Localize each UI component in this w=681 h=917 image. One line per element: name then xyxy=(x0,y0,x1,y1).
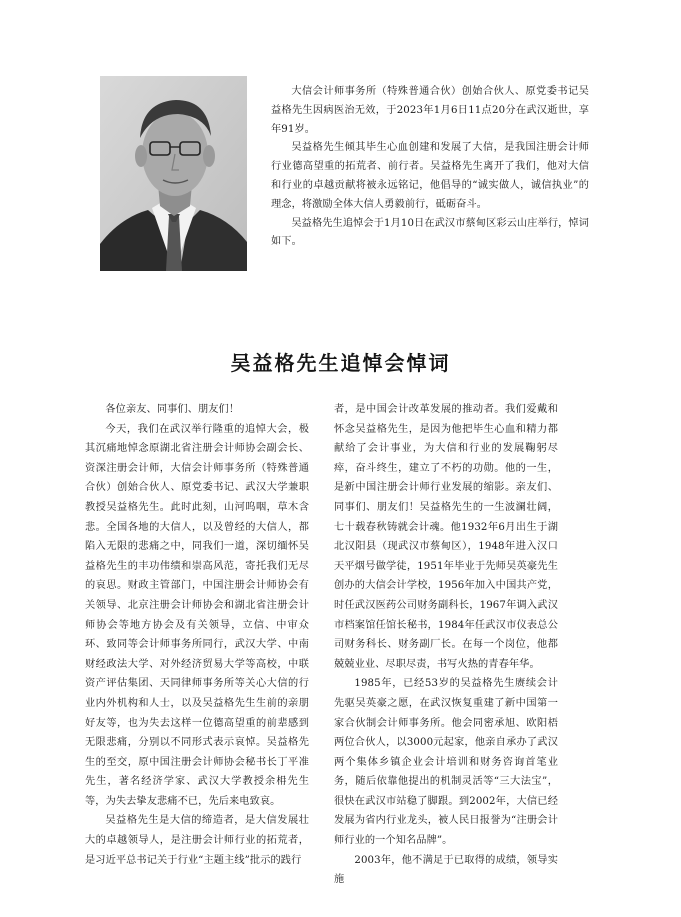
body-paragraph: 各位亲友、同事们、朋友们！ xyxy=(105,404,240,415)
intro-paragraph: 吴益格先生倾其毕生心血创建和发展了大信，是我国注册会计师行业德高望重的拓荒者、前行者。吴益格先生离开了我们，他对大信和行业的卓越贡献将被永远铭记，他倡导的“诚实做人，诚信执业”的理念，将激励全体大信人勇毅前行，砥砺奋斗。 xyxy=(271,142,589,210)
body-paragraph: 今天，我们在武汉举行隆重的追悼大会，极其沉痛地悼念原湖北省注册会计师协会副会长、资深注册会计师，大信会计师事务所（特殊普通合伙）创始合伙人、原党委书记、武汉大学兼职教授吴益格先生。此时此刻，山河呜咽，草木含悲。全国各地的大信人，以及曾经的大信人，都陷入无限的悲痛之中，同我们一道，深切缅怀吴益格先生的丰功伟绩和崇高风范，寄托我们无尽的哀思。财政主管部门，中国注册会计师协会有关领导、北京注册会计师协会和湖北省注册会计师协会等地方协会及有关领导，立信、中审众环、致同等会计师事务所同行，武汉大学、中南财经政法大学、对外经济贸易大学等高校，中联资产评估集团、天同律师事务所等关心大信的行业内外机构和人士，以及吴益格先生生前的亲朋好友等，也为失去这样一位德高望重的前辈感到无限悲痛，分别以不同形式表示哀悼。吴益格先生的至交，原中国注册会计师协会秘书长丁平准先生，著名经济学家、武汉大学教授余枏先生等，为失去挚友悲痛不已，先后来电致哀。 xyxy=(85,423,309,807)
right-column xyxy=(334,400,558,890)
intro-paragraph: 吴益格先生追悼会于1月10日在武汉市蔡甸区彩云山庄举行，悼词如下。 xyxy=(271,217,589,248)
body-paragraph: 1985年，已经53岁的吴益格先生赓续会计先驱吴英豪之愿，在武汉恢复重建了新中国第一家合伙制会计师事务所。他会同密承旭、欧阳梧两位合伙人，以3000元起家，他亲自承办了武汉两个集体乡镇企业会计培训和财务咨询首笔业务，随后依靠他提出的机制灵活等“三大法宝”，很快在武汉市站稳了脚跟。到2002年，大信已经发展为省内行业龙头，被人民日报誉为“注册会计师行业的一个知名品牌”。 xyxy=(334,678,558,847)
left-column xyxy=(85,400,309,870)
intro-text xyxy=(271,83,589,252)
intro-paragraph: 大信会计师事务所（特殊普通合伙）创始合伙人、原党委书记吴益格先生因病医治无效，于2023年1月6日11点20分在武汉逝世，享年91岁。 xyxy=(271,86,589,135)
article-title: 吴益格先生追悼会悼词 xyxy=(230,351,451,375)
portrait-photo xyxy=(100,76,247,271)
body-paragraph: 者，是中国会计改革发展的推动者。我们爱戴和怀念吴益格先生，是因为他把毕生心血和精力都献给了会计事业，为大信和行业的发展鞠躬尽瘁，奋斗终生，建立了不朽的功勋。他的一生，是新中国注册会计师行业发展的缩影。亲友们、同事们、朋友们！吴益格先生的一生波澜壮阔，七十载春秋铸就会计魂。他1932年6月出生于湖北汉阳县（现武汉市蔡甸区），1948年进入汉口天平烟号做学徒，1951年毕业于先师吴英豪先生创办的大信会计学校，1956年加入中国共产党，时任武汉医药公司财务副科长，1967年调入武汉市档案馆任馆长秘书，1984年任武汉市仪表总公司财务科长、财务副厂长。在每一个岗位，他都兢兢业业、尽职尽责，书写火热的青春年华。 xyxy=(334,404,558,670)
body-paragraph: 吴益格先生是大信的缔造者，是大信发展壮大的卓越领导人，是注册会计师行业的拓荒者，是习近平总书记关于行业“主题主线”批示的践行 xyxy=(85,815,309,866)
body-paragraph: 2003年，他不满足于已取得的成绩，领导实施 xyxy=(334,854,558,886)
